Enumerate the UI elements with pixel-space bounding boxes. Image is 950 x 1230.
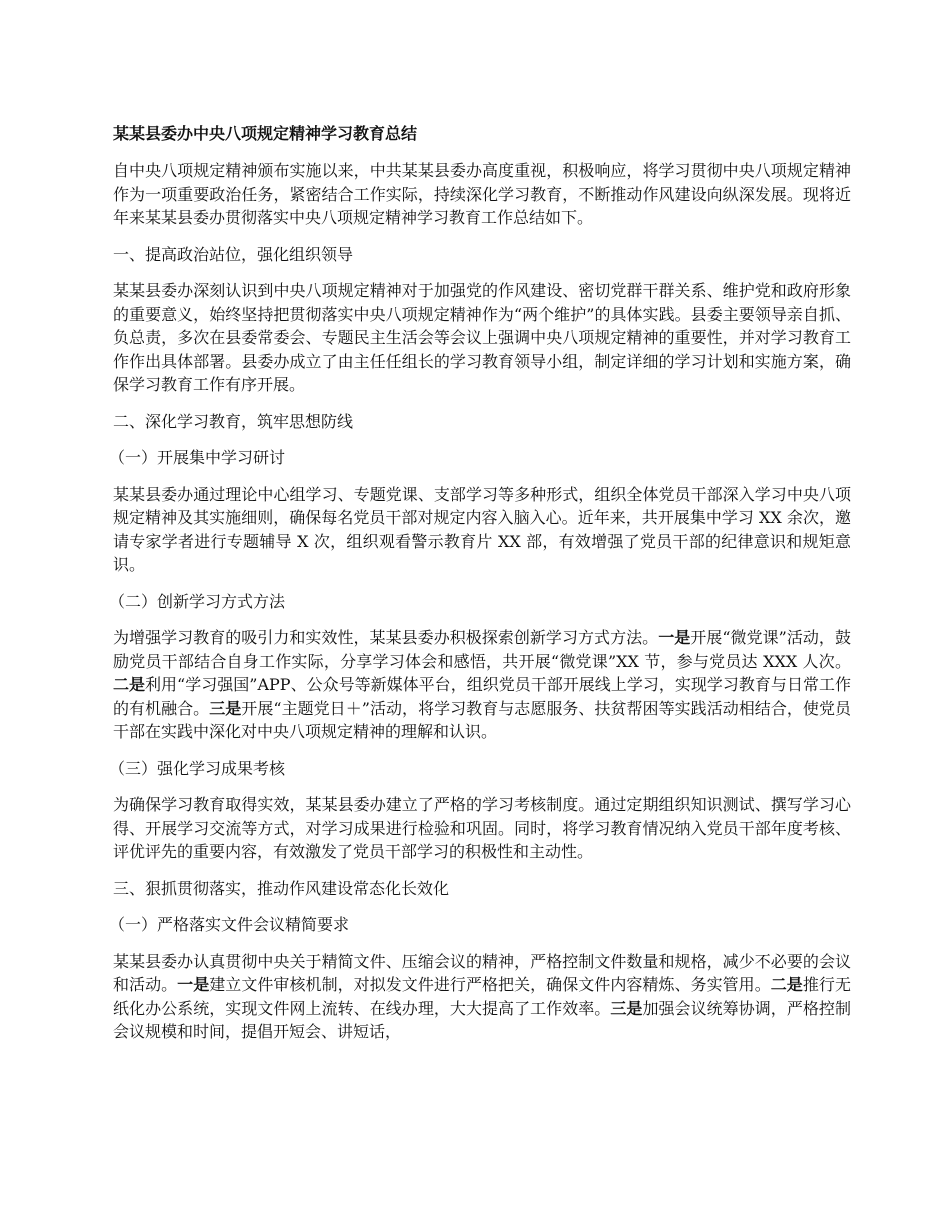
section-2-2-text-4: 开展“主题党日＋”活动，将学习教育与志愿服务、扶贫帮困等实践活动相结合，使党员干部在实践中深化对中央八项规定精神的理解和认识。 — [113, 698, 851, 741]
section-3-1-body — [113, 950, 851, 1044]
lead-label-1: 一是 — [658, 628, 691, 647]
lead-label-5: 二是 — [770, 975, 803, 994]
section-2-heading: 二、深化学习教育，筑牢思想防线 — [113, 411, 354, 431]
lead-label-6: 三是 — [610, 998, 643, 1018]
lead-label-3: 三是 — [209, 698, 242, 718]
section-2-2-body — [113, 626, 851, 744]
section-2-1-heading: （一）开展集中学习研讨 — [109, 448, 286, 467]
lead-label-4: 一是 — [177, 975, 210, 994]
section-2-1-body: 某某县委办通过理论中心组学习、专题党课、支部学习等多种形式，组织全体党员干部深入学习中央八项规定精神及其实施细则，确保每名党员干部对规定内容入脑入心。近年来，共开展集中学习 XX 余次，邀请专家学者进行专题辅导 X 次，组织观看警示教育片 XX 部，有效增强了党员干部的纪律意识和规矩意识。 — [113, 484, 851, 574]
section-2-2-text-1: 为增强学习教育的吸引力和实效性，某某县委办积极探索创新学习方式方法。 — [113, 628, 659, 647]
section-3-1-heading: （一）严格落实文件会议精简要求 — [109, 915, 350, 934]
section-2-2-text-3: 利用“学习强国”APP、公众号等新媒体平台，组织党员干部开展线上学习，实现学习教育与日常工作的有机融合。 — [113, 675, 851, 718]
section-2-3-heading: （三）强化学习成果考核 — [109, 758, 286, 778]
section-2-3-body: 为确保学习教育取得实效，某某县委办建立了严格的学习考核制度。通过定期组织知识测试、撰写学习心得、开展学习交流等方式，对学习成果进行检验和巩固。同时，将学习教育情况纳入党员干部年度考核、评优评先的重要内容，有效激发了党员干部学习的积极性和主动性。 — [113, 795, 851, 861]
section-3-1-text-4: 加强会议统筹协调，严格控制会议规模和时间，提倡开短会、讲短话， — [113, 998, 851, 1041]
document-page — [109, 122, 851, 1057]
section-2-2-heading: （二）创新学习方式方法 — [109, 591, 286, 611]
document-title: 某某县委办中央八项规定精神学习教育总结 — [113, 124, 418, 143]
section-1-body: 某某县委办深刻认识到中央八项规定精神对于加强党的作风建设、密切党群干群关系、维护党和政府形象的重要意义，始终坚持把贯彻落实中央八项规定精神作为“两个维护”的具体实践。县委主要领导亲自抓、负总责，多次在县委常委会、专题民主生活会等会议上强调中央八项规定精神的重要性，并对学习教育工作作出具体部署。县委办成立了由主任任组长的学习教育领导小组，制定详细的学习计划和实施方案，确保学习教育工作有序开展。 — [113, 281, 851, 394]
section-3-1-text-3: 推行无纸化办公系统，实现文件网上流转、在线办理，大大提高了工作效率。 — [113, 975, 851, 1018]
section-1-heading: 一、提高政治站位，强化组织领导 — [113, 244, 354, 264]
section-3-1-text-2: 建立文件审核机制，对拟发文件进行严格把关，确保文件内容精炼、务实管用。 — [209, 975, 771, 994]
lead-label-2: 二是 — [113, 675, 146, 694]
intro-paragraph: 自中央八项规定精神颁布实施以来，中共某某县委办高度重视，积极响应，将学习贯彻中央八项规定精神作为一项重要政治任务，紧密结合工作实际，持续深化学习教育，不断推动作风建设向纵深发展。现将近年来某某县委办贯彻落实中央八项规定精神学习教育工作总结如下。 — [113, 161, 851, 227]
section-3-heading: 三、狠抓贯彻落实，推动作风建设常态化长效化 — [113, 878, 450, 898]
section-3-1-text-1: 某某县委办认真贯彻中央关于精简文件、压缩会议的精神，严格控制文件数量和规格，减少不必要的会议和活动。 — [113, 951, 851, 994]
section-2-2-text-2: 开展“微党课”活动，鼓励党员干部结合自身工作实际，分享学习体会和感悟，共开展“微党课”XX 节，参与党员达 XXX 人次。 — [113, 628, 851, 671]
